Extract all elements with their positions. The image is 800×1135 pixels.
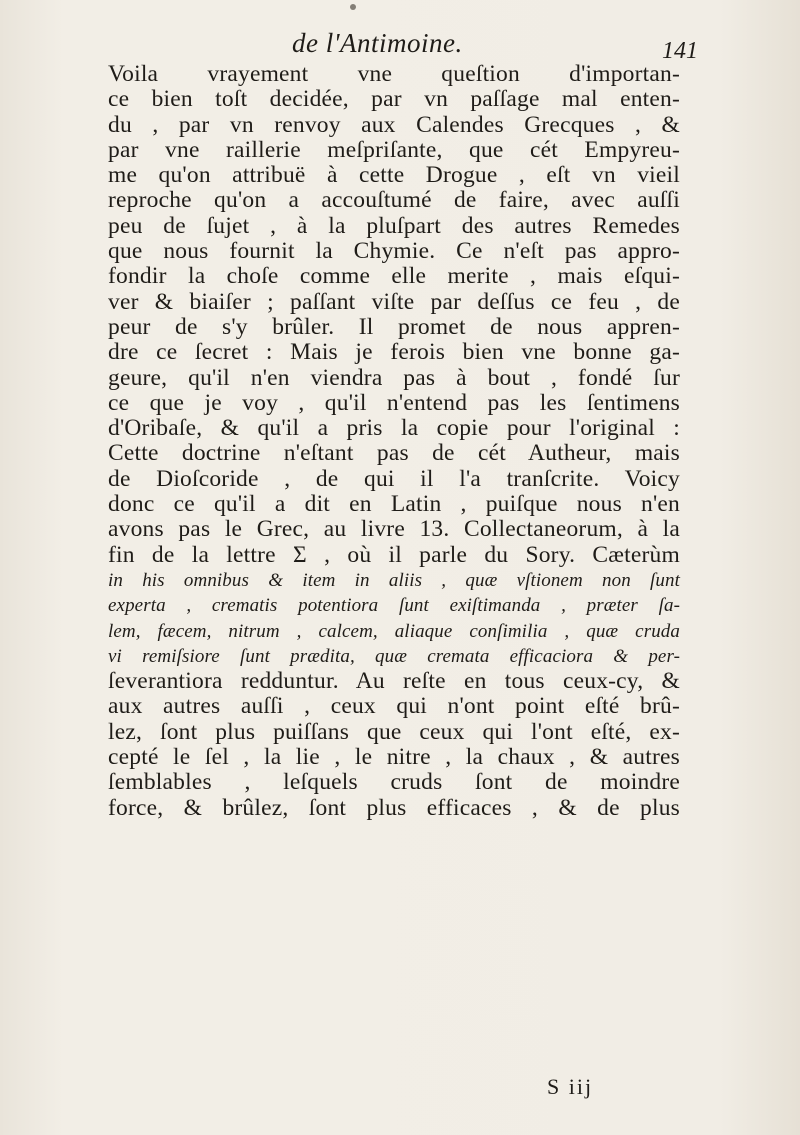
text-line: fin de la lettre Σ , où il parle du Sory. Cæterùm bbox=[108, 541, 680, 568]
text-line: du , par vn renvoy aux Calendes Grecques , & bbox=[108, 111, 680, 138]
text-line: peur de s'y brûler. Il promet de nous appren- bbox=[108, 313, 680, 340]
text-line: cepté le ſel , la lie , le nitre , la chaux , & autres bbox=[108, 744, 680, 771]
text-line: Cette doctrine n'eſtant pas de cét Autheur, mais bbox=[108, 440, 680, 467]
text-line: lez, ſont plus puiſſans que ceux qui l'ont eſté, ex- bbox=[108, 718, 680, 745]
text-line: force, & brûlez, ſont plus efficaces , & de plus bbox=[108, 794, 680, 821]
text-line: donc ce qu'il a dit en Latin , puiſque nous n'en bbox=[108, 491, 680, 518]
signature-mark: S iij bbox=[547, 1074, 594, 1099]
text-line: aux autres auſſi , ceux qui n'ont point eſté brû- bbox=[108, 693, 680, 720]
text-line: ce bien toſt decidée, par vn paſſage mal enten- bbox=[108, 86, 680, 113]
body-text bbox=[108, 62, 680, 821]
text-line: ſeverantiora redduntur. Au reſte en tous ceux-cy, & bbox=[108, 668, 680, 695]
latin-quote-line: vi remiſsiore ſunt prædita, quæ cremata efficaciora & per- bbox=[108, 645, 680, 667]
text-line: fondir la choſe comme elle merite , mais eſqui- bbox=[108, 263, 680, 290]
text-line: me qu'on attribuë à cette Drogue , eſt vn vieil bbox=[108, 162, 680, 189]
text-line: dre ce ſecret : Mais je ferois bien vne bonne ga- bbox=[108, 339, 680, 366]
latin-quote-line: lem, fæcem, nitrum , calcem, aliaque conſimilia , quæ cruda bbox=[108, 620, 680, 642]
text-line: peu de ſujet , à la pluſpart des autres Remedes bbox=[108, 212, 680, 239]
ink-spot bbox=[350, 4, 356, 10]
text-line: que nous fournit la Chymie. Ce n'eſt pas appro- bbox=[108, 238, 680, 265]
text-line: par vne raillerie meſpriſante, que cét Empyreu- bbox=[108, 136, 680, 163]
latin-quote-line: experta , crematis potentiora ſunt exiſtimanda , præter ſa- bbox=[108, 595, 680, 617]
text-line: de Dioſcoride , de qui il l'a tranſcrite. Voicy bbox=[108, 465, 680, 492]
running-title: de l'Antimoine. bbox=[292, 28, 463, 58]
text-line: ce que je voy , qu'il n'entend pas les ſentimens bbox=[108, 389, 680, 416]
text-line: d'Oribaſe, & qu'il a pris la copie pour l'original : bbox=[108, 415, 680, 442]
latin-quote-line: in his omnibus & item in aliis , quæ vſtionem non ſunt bbox=[108, 569, 680, 591]
running-head bbox=[0, 18, 800, 62]
text-line: reproche qu'on a accouſtumé de faire, avec auſſi bbox=[108, 187, 680, 214]
text-line: ſemblables , leſquels cruds ſont de moindre bbox=[108, 769, 680, 796]
text-line: avons pas le Grec, au livre 13. Collectaneorum, à la bbox=[108, 516, 680, 543]
text-line: geure, qu'il n'en viendra pas à bout , fondé ſur bbox=[108, 364, 680, 391]
text-line: Voila vrayement vne queſtion d'importan- bbox=[108, 61, 680, 87]
text-line: ver & biaiſer ; paſſant viſte par deſſus ce feu , de bbox=[108, 288, 680, 315]
page-number: 141 bbox=[662, 38, 698, 64]
